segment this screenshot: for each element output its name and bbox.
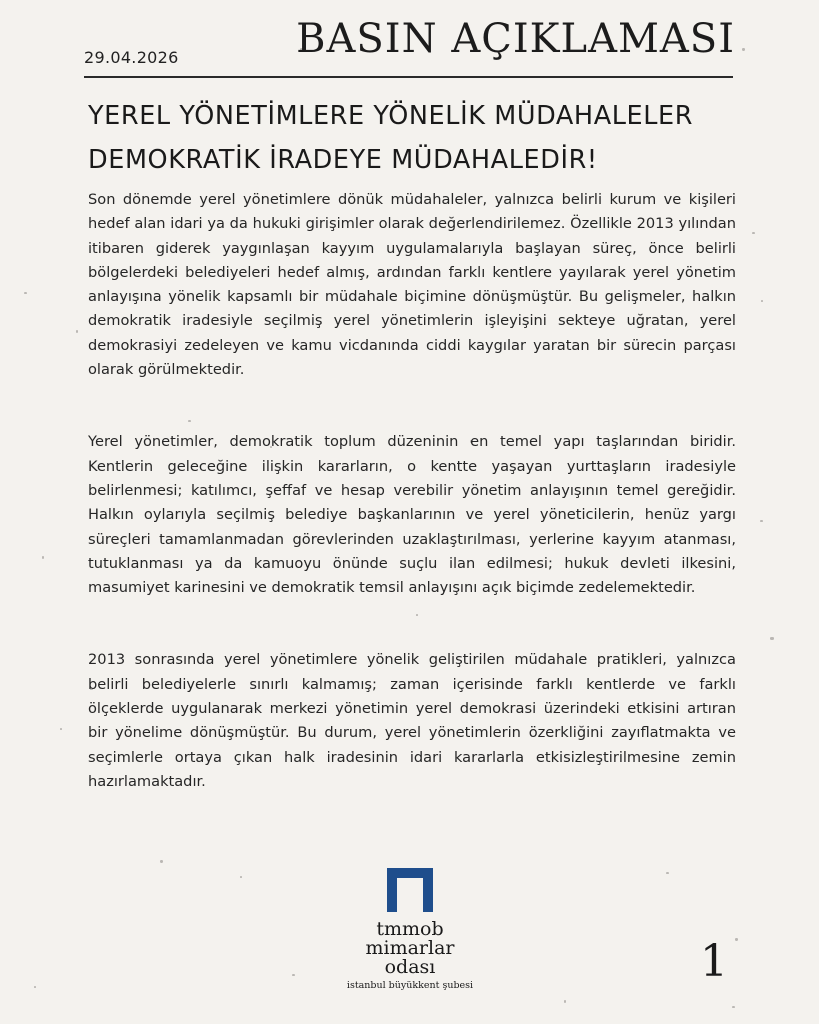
body-text [88,188,736,842]
headline-line-2: DEMOKRATİK İRADEYE MÜDAHALEDİR! [88,145,598,175]
logo-line-3: odası [384,956,436,978]
organization-logo [340,864,480,991]
document-title: BASIN AÇIKLAMASI [296,16,735,62]
logo-bracket-icon [383,864,437,916]
header-divider [84,76,733,78]
date: 29.04.2026 [84,48,179,67]
logo-line-1: tmmob [376,918,444,940]
logo-subtitle: istanbul büyükkent şubesi [346,980,474,991]
headline [88,94,748,182]
headline-line-1: YEREL YÖNETİMLERE YÖNELİK MÜDAHALELER [88,101,694,131]
paragraph-1: Son dönemde yerel yönetimlere dönük müdahaleler, yalnızca belirli kurum ve kişileri hedef alan idari ya da hukuki girişimler olarak değerlendirilemez. Özellikle 2013 yılından itibaren giderek yaygınlaşan kayyım uygulamalarıyla başlayan süreç, önce belirli bölgelerdeki belediyeleri hedef almış, ardından farklı kentlere yayılarak yerel yönetim anlayışına yönelik kapsamlı bir müdahale biçimine dönüşmüştür. Bu gelişmeler, halkın demokratik iradesiyle seçilmiş yerel yönetimlerin işleyişini sekteye uğratan, yerel demokrasiyi zedeleyen ve kamu vicdanında ciddi kaygılar yaratan bir sürecin parçası olarak görülmektedir. [88,191,736,379]
paragraph-2: Yerel yönetimler, demokratik toplum düzeninin en temel yapı taşlarından biridir. Kentlerin geleceğine ilişkin kararların, o kentte yaşayan yurttaşların iradesiyle belirlenmesi; katılımcı, şeffaf ve hesap verebilir yönetim anlayışının temel gereğidir. Halkın oylarıyla seçilmiş belediye başkanlarının ve yerel yöneticilerin, henüz yargı süreçleri tamamlanmadan görevlerinden uzaklaştırılması, yerlerine kayyım atanması, tutuklanması ya da kamuoyu önünde suçlu ilan edilmesi; hukuk devleti ilkesini, masumiyet karinesini ve demokratik temsil anlayışını açık biçimde zedelemektedir. [88,433,736,597]
page-number: 1 [700,936,728,987]
paragraph-3: 2013 sonrasında yerel yönetimlere yönelik geliştirilen müdahale pratikleri, yalnızca belirli belediyelerle sınırlı kalmamış; zaman içerisinde farklı kentlerde ve farklı ölçeklerde uygulanarak merkezi yönetimin yerel demokrasi üzerindeki etkisini artıran bir yönelime dönüşmüştür. Bu durum, yerel yönetimlerin özerkliğini zayıflatmakta ve seçimlerle ortaya çıkan halk iradesinin idari kararlarla etkisizleştirilmesine zemin hazırlamaktadır. [88,651,736,790]
logo-line-2: mimarlar [365,937,455,959]
logo-wordmark [340,920,480,977]
